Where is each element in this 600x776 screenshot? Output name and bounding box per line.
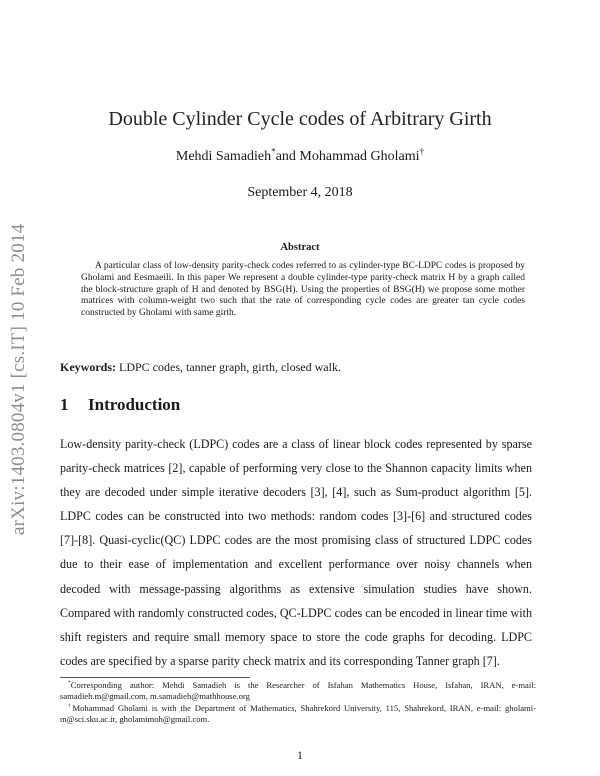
author-footnote-mark-1: * (271, 146, 276, 157)
footnotes (60, 680, 536, 726)
section-heading-introduction (60, 395, 180, 415)
abstract-text: A particular class of low-density parity-check codes referred to as cylinder-type BC-LDPC codes is proposed by Gholami and Eesmaeili. In this paper We represent a double cylinder-type parity-check matrix H by a graph called the block-structure graph of H and denoted by BSG(H). Using the properties of BSG(H) we propose some mother matrices with column-weight two such that the rate of corresponding cycle codes are greater tan cycle codes constructed by Gholami with same girth. (81, 261, 525, 319)
abstract-heading: Abstract (280, 242, 320, 253)
section-title: Introduction (88, 395, 181, 414)
keywords-text: LDPC codes, tanner graph, girth, closed walk. (119, 360, 341, 374)
author-name-2: and Mohammad Gholami (275, 149, 420, 164)
author-name-1: Mehdi Samadieh (175, 149, 272, 164)
footnote-second-author (60, 703, 536, 725)
footnote-text: Mohammad Gholami is with the Department of Mathematics, Shahrekord University, 115, Shahrekord, IRAN, e-mail: gholami-m@sci.sku.ac.ir, gholamimoh@gmail.com. (60, 703, 536, 724)
arxiv-identifier-stamp: arXiv:1403.0804v1 [cs.IT] 10 Feb 2014 (8, 223, 29, 535)
keywords-label: Keywords: (60, 360, 116, 374)
keywords-line (60, 360, 540, 375)
introduction-paragraph: Low-density parity-check (LDPC) codes are a class of linear block codes represented by sparse parity-check matrices [2], capable of performing very close to the Shannon capacity limits when they are decoded under simple iterative decoders [3], [4], such as Sum-product algorithm [5]. LDPC codes can be constructed into two methods: random codes [3]-[6] and structured codes [7]-[8]. Quasi-cyclic(QC) LDPC codes are the most promising class of structured LDPC codes due to their ease of implementation and excellent performance over noisy channels when decoded with message-passing algorithms as extensive simulation studies have shown. Compared with randomly constructed codes, QC-LDPC codes can be encoded in linear time with shift registers and require small memory space to store the code graphs for decoding. LDPC codes are specified by a sparse parity check matrix and its corresponding Tanner graph [7]. (60, 437, 532, 668)
footnote-corresponding-author (60, 680, 536, 702)
paper-date: September 4, 2018 (247, 185, 353, 200)
section-number: 1 (60, 395, 69, 414)
footnote-mark: † (68, 703, 73, 710)
footnote-mark: * (68, 680, 71, 687)
footnote-text: Corresponding author: Mehdi Samadieh is the Researcher of Isfahan Mathematics House, Isfahan, IRAN, e-mail: samadieh.m@gmail.com, m.samadieh@mathhouse.org (60, 680, 536, 701)
paper-title: Double Cylinder Cycle codes of Arbitrary Girth (108, 108, 492, 130)
author-line (0, 146, 600, 165)
author-footnote-mark-2: † (419, 146, 425, 157)
footnote-divider (60, 677, 250, 678)
page-number: 1 (297, 748, 303, 762)
